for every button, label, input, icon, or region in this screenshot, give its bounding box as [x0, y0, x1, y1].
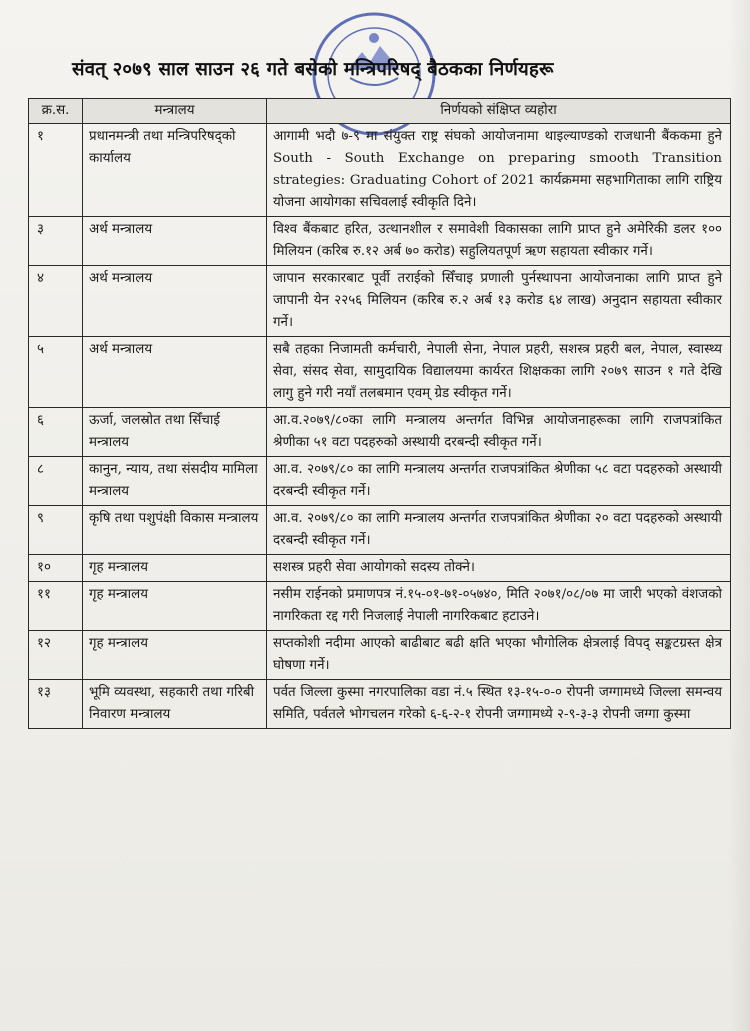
- row-ministry: अर्थ मन्त्रालय: [83, 266, 267, 337]
- row-serial: १: [29, 124, 83, 217]
- decisions-table: [28, 98, 731, 729]
- table-row: [29, 457, 731, 506]
- row-decision: आगामी भदौ ७-९ मा संयुक्त राष्ट्र संघको आयोजनामा थाइल्याण्डको राजधानी बैंककमा हुने South - South Exchange on preparing smooth Transition strategies: Graduating Cohort of 2021 कार्यक्रममा सहभागिताका लागि राष्ट्रिय योजना आयोगका सचिवलाई स्वीकृति दिने।: [267, 124, 731, 217]
- row-decision: जापान सरकारबाट पूर्वी तराईको सिँचाइ प्रणाली पुर्नस्थापना आयोजनाका लागि प्राप्त हुने जापानी येन २२५६ मिलियन (करिब रु.२ अर्ब १३ करोड ६४ लाख) अनुदान सहायता स्वीकार गर्ने।: [267, 266, 731, 337]
- row-ministry: प्रधानमन्त्री तथा मन्त्रिपरिषद्को कार्यालय: [83, 124, 267, 217]
- row-decision: सप्तकोशी नदीमा आएको बाढीबाट बढी क्षति भएका भौगोलिक क्षेत्रलाई विपद् सङ्कटग्रस्त क्षेत्र घोषणा गर्ने।: [267, 631, 731, 680]
- table-row: [29, 631, 731, 680]
- row-serial: ५: [29, 337, 83, 408]
- row-serial: १२: [29, 631, 83, 680]
- table-row: [29, 124, 731, 217]
- header-ministry: मन्त्रालय: [83, 99, 267, 124]
- row-ministry: कृषि तथा पशुपंक्षी विकास मन्त्रालय: [83, 506, 267, 555]
- row-ministry: गृह मन्त्रालय: [83, 555, 267, 582]
- row-decision: नसीम राईनको प्रमाणपत्र नं.१५-०१-७१-०५७४०, मिति २०७१/०८/०७ मा जारी भएको वंशजको नागरिकता रद्द गरी निजलाई नेपाली नागरिकबाट हटाउने।: [267, 582, 731, 631]
- row-decision: सबै तहका निजामती कर्मचारी, नेपाली सेना, नेपाल प्रहरी, सशस्त्र प्रहरी बल, नेपाल, स्वास्थ्य सेवा, संसद सेवा, सामुदायिक विद्यालयमा कार्यरत शिक्षकका लागि २०७९ साउन १ गते देखि लागु हुने गरी नयाँ तलबमान एवम् ग्रेड स्वीकृत गर्ने।: [267, 337, 731, 408]
- row-ministry: अर्थ मन्त्रालय: [83, 217, 267, 266]
- row-ministry: भूमि व्यवस्था, सहकारी तथा गरिबी निवारण मन्त्रालय: [83, 680, 267, 729]
- row-ministry: ऊर्जा, जलस्रोत तथा सिँचाई मन्त्रालय: [83, 408, 267, 457]
- row-decision: आ.व. २०७९/८० का लागि मन्त्रालय अन्तर्गत राजपत्रांकित श्रेणीका २० वटा पदहरुको अस्थायी दरबन्दी स्वीकृत गर्ने।: [267, 506, 731, 555]
- row-decision: आ.व.२०७९/८०का लागि मन्त्रालय अन्तर्गत विभिन्न आयोजनाहरूका लागि राजपत्रांकित श्रेणीका ५१ वटा पदहरुको अस्थायी दरबन्दी स्वीकृत गर्ने।: [267, 408, 731, 457]
- row-decision: आ.व. २०७९/८० का लागि मन्त्रालय अन्तर्गत राजपत्रांकित श्रेणीका ५८ वटा पदहरुको अस्थायी दरबन्दी स्वीकृत गर्ने।: [267, 457, 731, 506]
- row-decision: पर्वत जिल्ला कुस्मा नगरपालिका वडा नं.५ स्थित १३-१५-०-० रोपनी जग्गामध्ये जिल्ला समन्वय समिति, पर्वतले भोगचलन गरेको ६-६-२-१ रोपनी जग्गामध्ये २-९-३-३ रोपनी जग्गा कुस्मा: [267, 680, 731, 729]
- table-row: [29, 506, 731, 555]
- page-edge-shadow: [728, 0, 750, 1031]
- row-serial: ३: [29, 217, 83, 266]
- row-serial: ८: [29, 457, 83, 506]
- row-decision: सशस्त्र प्रहरी सेवा आयोगको सदस्य तोक्ने।: [267, 555, 731, 582]
- row-decision: विश्व बैंकबाट हरित, उत्थानशील र समावेशी विकासका लागि प्राप्त हुने अमेरिकी डलर १०० मिलियन (करिब रु.१२ अर्ब ७० करोड) सहुलियतपूर्ण ऋण सहायता स्वीकार गर्ने।: [267, 217, 731, 266]
- table-row: [29, 555, 731, 582]
- row-ministry: कानुन, न्याय, तथा संसदीय मामिला मन्त्रालय: [83, 457, 267, 506]
- row-ministry: अर्थ मन्त्रालय: [83, 337, 267, 408]
- table-row: [29, 680, 731, 729]
- row-ministry: गृह मन्त्रालय: [83, 631, 267, 680]
- table-row: [29, 582, 731, 631]
- table-row: [29, 408, 731, 457]
- table-row: [29, 217, 731, 266]
- table-row: [29, 337, 731, 408]
- row-serial: ४: [29, 266, 83, 337]
- row-serial: १३: [29, 680, 83, 729]
- table-row: [29, 266, 731, 337]
- row-serial: ११: [29, 582, 83, 631]
- row-serial: १०: [29, 555, 83, 582]
- row-serial: ९: [29, 506, 83, 555]
- page-title: संवत् २०७९ साल साउन २६ गते बसेको मन्त्रिपरिषद् बैठकका निर्णयहरू: [72, 59, 554, 80]
- row-ministry: गृह मन्त्रालय: [83, 582, 267, 631]
- header-decision: निर्णयको संक्षिप्त व्यहोरा: [267, 99, 731, 124]
- row-serial: ६: [29, 408, 83, 457]
- table-header-row: [29, 99, 731, 124]
- header-serial: क्र.स.: [29, 99, 83, 124]
